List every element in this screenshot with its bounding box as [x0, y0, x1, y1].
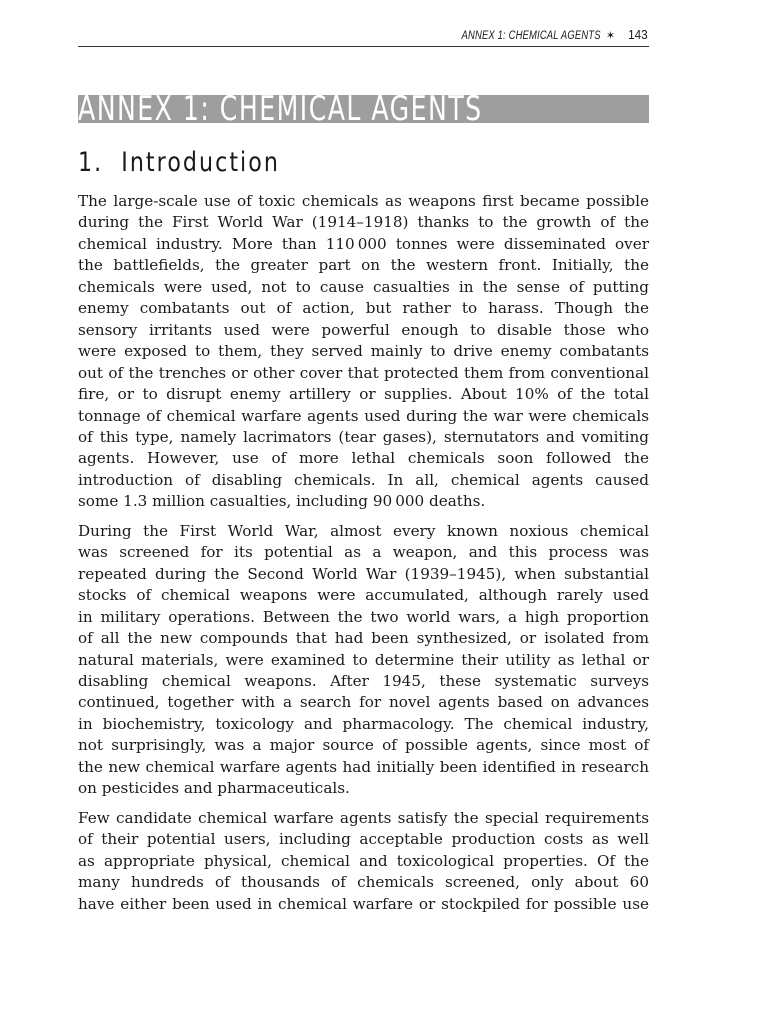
body-text [78, 191, 649, 923]
text-line: disabling chemical weapons. After 1945, these systematic surveys [78, 671, 649, 690]
text-line: during the First World War (1914–1918) thanks to the growth of the [78, 213, 649, 232]
text-line: chemical industry. More than 110 000 tonnes were disseminated over [78, 234, 649, 253]
text-line: enemy combatants out of action, but rather to harass. Though the [78, 299, 649, 318]
text-line: sensory irritants used were powerful enough to disable those who [78, 320, 649, 339]
text-line: of their potential users, including acceptable production costs as well [78, 830, 649, 849]
text-line: of all the new compounds that had been synthesized, or isolated from [78, 629, 649, 648]
text-line: repeated during the Second World War (1939–1945), when substantial [78, 564, 649, 583]
paragraph-1 [78, 191, 649, 513]
text-line: was screened for its potential as a weapon, and this process was [78, 543, 649, 562]
text-line: introduction of disabling chemicals. In all, chemical agents caused [78, 470, 649, 489]
text-line: were exposed to them, they served mainly to drive enemy combatants [78, 342, 649, 361]
running-head-title: ANNEX 1: CHEMICAL AGENTS [461, 30, 601, 42]
section-heading [78, 146, 280, 180]
text-line: stocks of chemical weapons were accumulated, although rarely used [78, 586, 649, 605]
annex-title-bar [78, 95, 649, 123]
text-line: chemicals were used, not to cause casualties in the sense of putting [78, 277, 649, 296]
text-line: During the First World War, almost every known noxious chemical [78, 521, 649, 540]
text-line: The large-scale use of toxic chemicals as weapons first became possible [78, 192, 649, 210]
paragraph-2 [78, 521, 649, 800]
text-line: Few candidate chemical warfare agents satisfy the special requirements [78, 808, 649, 827]
text-line: many hundreds of thousands of chemicals screened, only about 60 [78, 873, 649, 892]
text-line: agents. However, use of more lethal chemicals soon followed the [78, 449, 649, 468]
text-line: as appropriate physical, chemical and toxicological properties. Of the [78, 851, 649, 870]
text-line: continued, together with a search for novel agents based on advances [78, 693, 649, 712]
text-line: the battlefields, the greater part on the western front. Initially, the [78, 256, 649, 275]
annex-title: ANNEX 1: CHEMICAL AGENTS [78, 95, 483, 123]
text-line: out of the trenches or other cover that protected them from conventional [78, 363, 649, 382]
text-line: fire, or to disrupt enemy artillery or supplies. About 10% of the total [78, 385, 649, 404]
text-line: not surprisingly, was a major source of possible agents, since most of [78, 736, 649, 755]
text-line: on pesticides and pharmaceuticals. [78, 779, 350, 798]
text-line: tonnage of chemical warfare agents used during the war were chemicals [78, 406, 649, 425]
page-number: 143 [628, 27, 648, 42]
text-line: the new chemical warfare agents had initially been identified in research [78, 757, 649, 776]
section-title: Introduction [121, 147, 280, 178]
text-line: have either been used in chemical warfare or stockpiled for possible use [78, 894, 649, 913]
text-line: in military operations. Between the two world wars, a high proportion [78, 607, 649, 626]
separator-star-icon: ✶ [605, 30, 616, 42]
section-number: 1. [78, 147, 104, 178]
text-line: natural materials, were examined to determine their utility as lethal or [78, 650, 649, 669]
paragraph-3 [78, 808, 649, 915]
text-line: some 1.3 million casualties, including 90 000 deaths. [78, 492, 486, 511]
text-line: in biochemistry, toxicology and pharmacology. The chemical industry, [78, 714, 649, 733]
running-head [78, 24, 649, 47]
text-line: of this type, namely lacrimators (tear gases), sternutators and vomiting [78, 427, 649, 446]
